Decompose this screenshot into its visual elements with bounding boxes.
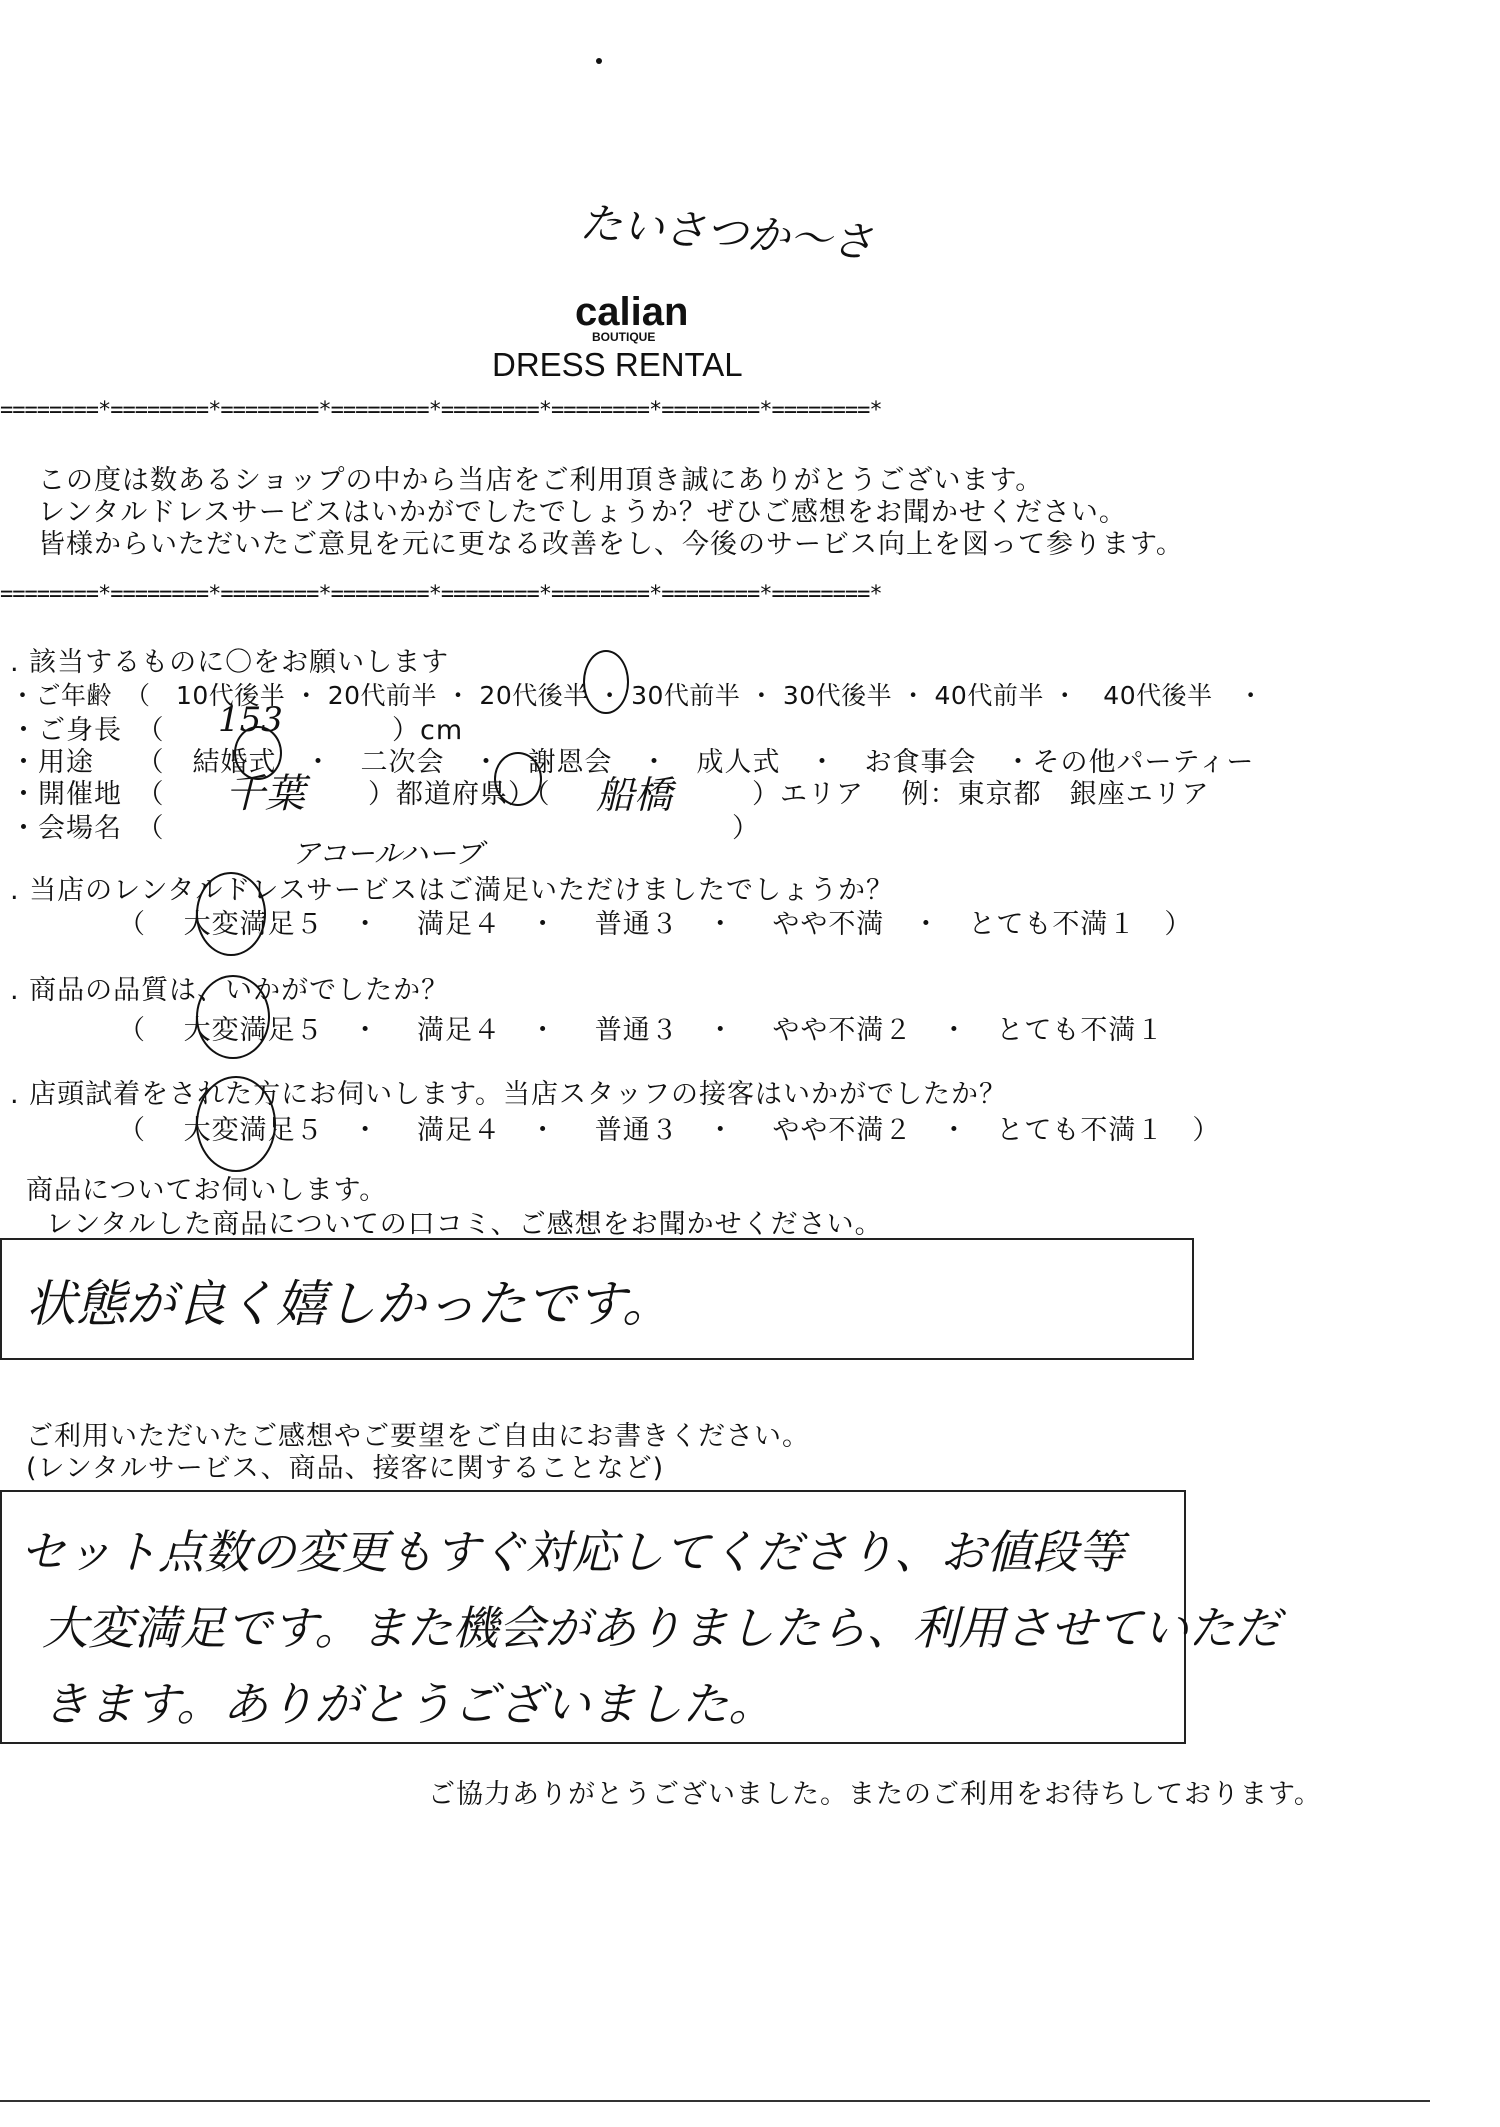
q1-hall-label: ・会場名 （ <box>10 813 165 844</box>
logo-sub: BOUTIQUE <box>592 330 656 344</box>
q4-circle-mark <box>196 1076 276 1172</box>
q6-heading: ご利用いただいたご感想やご要望をご自由にお書きください。 <box>26 1421 810 1452</box>
bottom-rule <box>0 2100 1430 2102</box>
q1-height-label: ・ご身長 （ <box>10 715 165 746</box>
prefecture-circle-mark <box>494 752 542 806</box>
intro-line-3: 皆様からいただいたご意見を元に更なる改善をし、今後のサービス向上を図って参ります。 <box>38 529 1184 560</box>
q1-hall-close: ） <box>732 813 760 844</box>
age-circle-mark <box>583 650 629 714</box>
q6-sub: (レンタルサービス、商品、接客に関することなど) <box>26 1453 665 1484</box>
divider-bottom: ========*========*========*========*========*========*========*========* <box>0 582 882 607</box>
q1-height-value: 153 <box>218 700 283 740</box>
q1-area-value: 船橋 <box>596 773 673 817</box>
q2-options: （ 大変満足５ ・ 満足４ ・ 普通３ ・ やや不満 ・ とても不満１ ） <box>118 909 1193 940</box>
q6-answer-box <box>0 1490 1281 1744</box>
scan-dot <box>596 58 602 64</box>
intro-line-2: レンタルドレスサービスはいかがでしたでしょうか？ぜひご感想をお聞かせください。 <box>38 497 1127 528</box>
q1-heading: . 該当するものに〇をお願いします <box>10 647 450 678</box>
logo-service: DRESS RENTAL <box>492 346 743 383</box>
q4-heading: . 店頭試着をされた方にお伺いします。当店スタッフの接客はいかがでしたか？ <box>10 1079 1008 1110</box>
q6-answer-line-2: 大変満足です。また機会がありましたら、利用させていただ <box>42 1601 1281 1655</box>
q1-purpose: ・用途 （ 結婚式 ・ 二次会 ・ 謝恩会 ・ 成人式 ・ お食事会 ・その他パーティー <box>10 747 1255 778</box>
q3-circle-mark <box>196 975 270 1059</box>
intro-line-1: この度は数あるショップの中から当店をご利用頂き誠にありがとうございます。 <box>38 465 1044 496</box>
q1-prefecture-suffix: ）都道府県）（ <box>368 779 551 810</box>
q5-answer-box <box>0 1238 1194 1360</box>
q6-answer-line-3: きます。ありがとうございました。 <box>42 1677 775 1731</box>
footer-thanks: ご協力ありがとうございました。またのご利用をお待ちしております。 <box>428 1779 1322 1810</box>
q2-circle-mark <box>196 872 266 956</box>
q3-options: （ 大変満足５ ・ 満足４ ・ 普通３ ・ やや不満２ ・ とても不満１ <box>118 1015 1165 1046</box>
q1-height-unit: ）cm <box>392 715 464 746</box>
q6-answer-line-1: セット点数の変更もすぐ対応してくださり、お値段等 <box>20 1525 1124 1579</box>
q1-hall-value: アコールハーブ <box>292 837 483 870</box>
q2-heading: . 当店のレンタルドレスサービスはご満足いただけましたでしょうか？ <box>10 875 895 906</box>
divider-top: ========*========*========*========*========*========*========*========* <box>0 398 882 423</box>
q5-sub: レンタルした商品についての口コミ、ご感想をお聞かせください。 <box>46 1209 883 1240</box>
q3-heading: . 商品の品質は、いかがでしたか？ <box>10 975 450 1006</box>
q5-heading: 商品についてお伺いします。 <box>26 1175 388 1206</box>
logo-brand: calian <box>575 290 689 334</box>
q4-options: （ 大変満足５ ・ 満足４ ・ 普通３ ・ やや不満２ ・ とても不満１ ） <box>118 1115 1221 1146</box>
q5-answer-text: 状態が良く嬉しかったです。 <box>26 1275 672 1333</box>
q1-age: ・ご年齢 （ 10代後半 ・ 20代前半 ・ 20代後半 ・ 30代前半 ・ 30代後半 ・ 40代前半 ・ 40代後半 ・ <box>10 681 1264 710</box>
handwritten-customer-name: たいさつか～さ <box>578 197 876 268</box>
q1-area-suffix: ）エリア 例：東京都 銀座エリア <box>752 779 1210 810</box>
q1-venue-label: ・開催地 （ <box>10 779 165 810</box>
q1-prefecture-value: 千葉 <box>225 771 305 817</box>
